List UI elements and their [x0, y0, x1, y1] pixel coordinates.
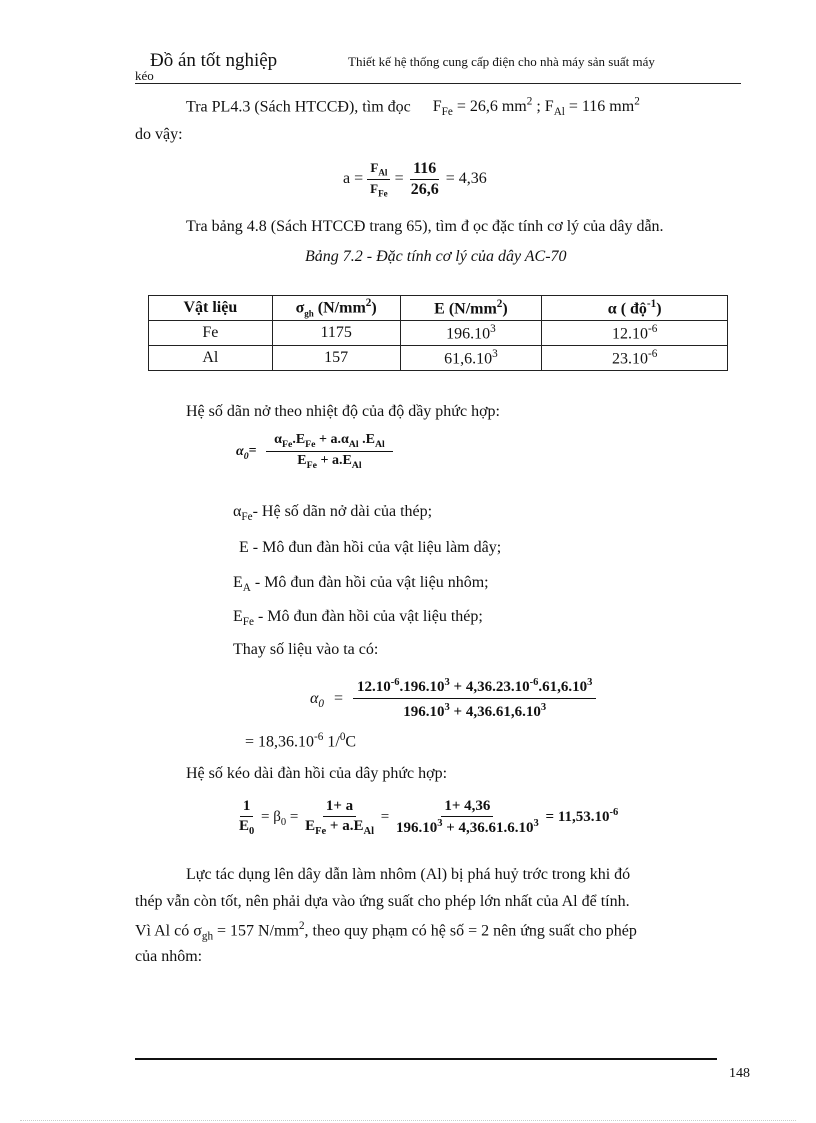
intro-line: Tra PL4.3 (Sách HTCCĐ), tìm đọc $F_{Fe} = 26,6$ $mm^2$ ; $F_{Al} = 116$ $mm^2$	[186, 96, 640, 119]
para-line-2: thép vẫn còn tốt, nên phải dựa vào ứng suất cho phép lớn nhất của Al để tính.	[135, 893, 630, 910]
cell-sigma: 1175	[272, 321, 400, 346]
page-number: 148	[729, 1066, 750, 1081]
def-efe: $E_{Fe}$ - Mô đun đàn hồi của vật liệu thép;	[233, 608, 483, 629]
equation-a: a = $\frac{F_{Al}}{F_{Fe}}$ = $\frac{116}{26,6}$ = 4,36	[343, 160, 487, 199]
def-ea: $E_A$ - Mô đun đàn hồi của vật liệu nhôm;	[233, 574, 489, 595]
para-line-1: Lực tác dụng lên dây dẫn làm nhôm (Al) bị phá huỷ trớc trong khi đó	[186, 866, 631, 883]
cell-modulus: 196.10$^3$	[400, 321, 542, 346]
header-sigma: $\sigma_{gh}$ $(N/mm^2)$	[272, 296, 400, 321]
header-material: Vật liệu	[149, 296, 273, 321]
header-subtitle-wrap: kéo	[135, 68, 154, 83]
equation-beta: $\frac{1}{E_0}$ = $\beta_0$ = $\frac{1+ a}{E_{Fe} + a.E_{Al}}$ = $\frac{1+ 4,36}{196.10^3 + 4,36.61.6.10^3}$ = $11,53.10^{-6}$	[239, 798, 619, 837]
para-line-3: Vì Al có $\sigma_{gh} = 157$ $N/mm^2$, theo quy phạm có hệ số = 2 nên ứng suất cho phép	[135, 920, 637, 943]
def-alpha-fe: $\alpha_{Fe}-$ Hệ số dãn nở dài của thép;	[233, 503, 433, 524]
cell-sigma: 157	[272, 346, 400, 371]
def-e: E - Mô đun đàn hồi của vật liệu làm dây;	[239, 539, 502, 556]
spec-table	[148, 295, 728, 371]
header-title: Đồ án tốt nghiệp	[150, 50, 278, 71]
cell-alpha: $23.10^{-6}$	[542, 346, 728, 371]
he-so-keo: Hệ số kéo dài đàn hồi của dây phức hợp:	[186, 765, 448, 782]
cell-modulus: 61,6.10$^3$	[400, 346, 542, 371]
cell-material: Al	[149, 346, 273, 371]
table-caption: Bảng 7.2 - Đặc tính cơ lý của dây AC-70	[305, 248, 567, 265]
equation-alpha0-numeric: $\alpha_0$ = $\frac{12.10^{-6}.196.10^3 + 4,36.23.10^{-6}.61,6.10^3}{196.10^3 + 4,36.61,6.10^3}$	[310, 677, 596, 721]
alpha0-result: = $18,36.10^{-6}$ 1/$^0$C	[245, 731, 357, 751]
cell-material: Fe	[149, 321, 273, 346]
he-so-dan-no: Hệ số dãn nở theo nhiệt độ của độ dầy phức hợp:	[186, 403, 500, 420]
equation-alpha0: $\alpha_0=$ $\frac{\alpha_{Fe}.E_{Fe} + a.\alpha_{Al} .E_{Al}}{E_{Fe} + a.E_{Al}}$	[236, 432, 393, 471]
header-alpha: α ( độ$^{-1}$)	[542, 296, 728, 321]
tra-bang-line: Tra bảng 4.8 (Sách HTCCĐ trang 65), tìm đ ọc đặc tính cơ lý của dây dẫn.	[186, 218, 664, 235]
intro-line-2: do vậy:	[135, 126, 183, 143]
cell-alpha: $12.10^{-6}$	[542, 321, 728, 346]
thay-so: Thay số liệu vào ta có:	[233, 641, 379, 658]
header-subtitle: Thiết kế hệ thống cung cấp điện cho nhà máy sản suất máy	[348, 54, 655, 69]
footer-rule	[135, 1058, 717, 1060]
header-rule	[135, 83, 741, 84]
table-header-row	[149, 296, 728, 321]
para-line-4: của nhôm:	[135, 948, 203, 965]
table-row	[149, 346, 728, 371]
page-edge-dots	[20, 1120, 796, 1121]
table-row	[149, 321, 728, 346]
header-modulus: E $(N/mm^2)$	[400, 296, 542, 321]
